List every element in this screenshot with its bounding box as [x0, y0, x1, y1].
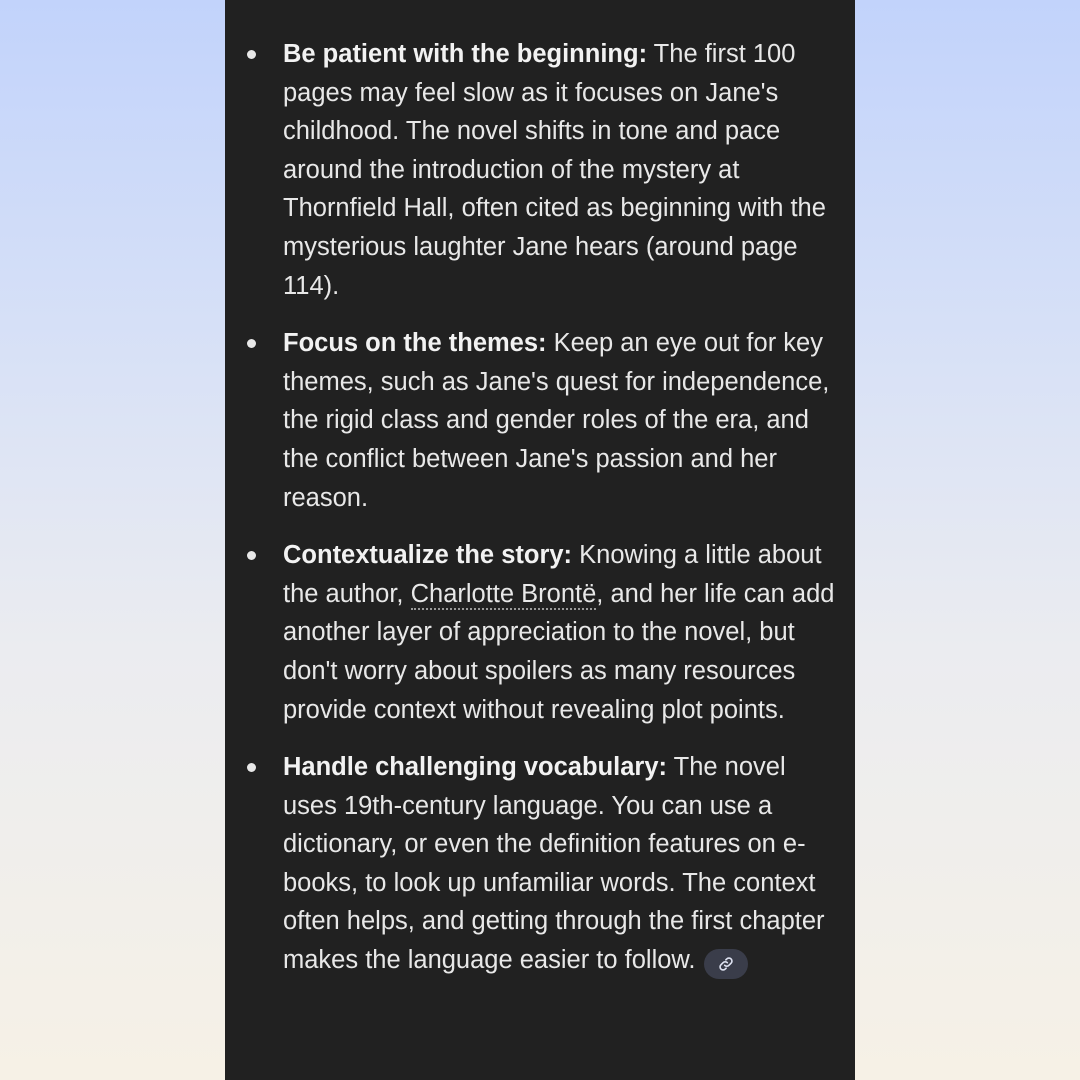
tip-body: The first 100 pages may feel slow as it focuses on Jane's childhood. The novel shifts in tone and pace around the introduction of the mystery at Thornfield Hall, often cited as beginning with the mysterious laughter Jane hears (around page 114).: [283, 40, 826, 300]
tips-list: [225, 35, 835, 980]
source-link-button[interactable]: [704, 949, 748, 979]
bullet-icon: [247, 551, 256, 560]
bullet-icon: [247, 763, 256, 772]
tip-body-before-link: Knowing a little about the author,: [283, 541, 822, 608]
list-item: [225, 748, 835, 980]
tip-body-after-link: , and her life can add another layer of appreciation to the novel, but don't worry about spoilers as many resources provide context without revealing plot points.: [283, 579, 835, 724]
tip-heading: Be patient with the beginning:: [283, 40, 648, 68]
tip-body: Keep an eye out for key themes, such as Jane's quest for independence, the rigid class and gender roles of the era, and the conflict between Jane's passion and her reason.: [283, 329, 830, 512]
list-item: [225, 35, 835, 305]
tip-heading: Focus on the themes:: [283, 329, 547, 358]
bullet-icon: [247, 50, 256, 59]
list-item: [225, 536, 835, 729]
link-icon: [718, 956, 734, 972]
bullet-icon: [247, 339, 256, 348]
tip-body: The novel uses 19th-century language. You can use a dictionary, or even the definition features on e-books, to look up unfamiliar words. The context often helps, and getting through the first chapter makes the language easier to follow.: [283, 753, 825, 975]
author-link[interactable]: Charlotte Brontë: [410, 579, 597, 608]
tip-heading: Contextualize the story:: [283, 541, 573, 570]
list-item: [225, 324, 835, 517]
tip-heading: Handle challenging vocabulary:: [283, 753, 668, 782]
response-panel: [225, 0, 855, 1080]
